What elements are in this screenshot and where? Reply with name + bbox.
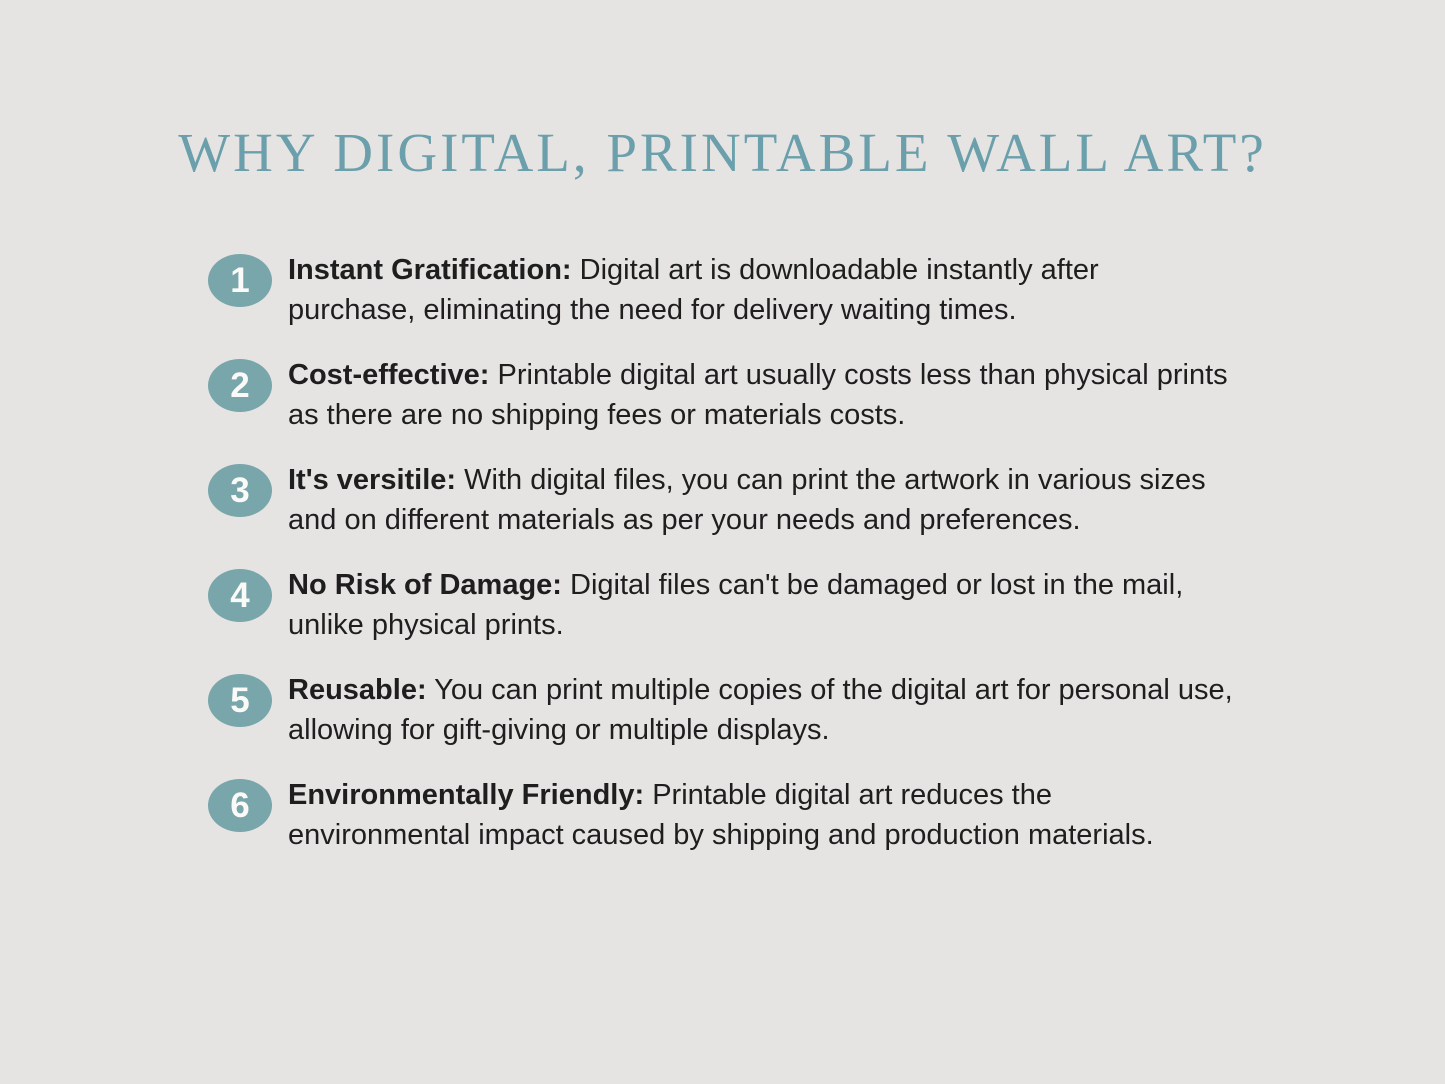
item-label: No Risk of Damage: — [288, 569, 562, 601]
item-label: It's versitile: — [288, 464, 457, 496]
item-text — [288, 250, 1233, 330]
item-text — [288, 460, 1233, 540]
badge-number: 4 — [230, 576, 250, 615]
item-description: Digital files can't be damaged or lost in the mail, unlike physical prints. — [288, 569, 1184, 641]
list-item — [208, 775, 1445, 855]
badge-number: 6 — [230, 786, 250, 825]
number-badge — [208, 569, 272, 622]
item-label: Cost-effective: — [288, 359, 490, 391]
item-description: You can print multiple copies of the digital art for personal use, allowing for gift-giving or multiple displays. — [288, 674, 1233, 746]
benefit-list — [0, 250, 1445, 855]
list-item — [208, 460, 1445, 540]
badge-number: 1 — [230, 261, 250, 300]
badge-number: 5 — [230, 681, 250, 720]
number-badge — [208, 359, 272, 412]
list-item — [208, 565, 1445, 645]
page-title: WHY DIGITAL, PRINTABLE WALL ART? — [178, 122, 1267, 183]
item-description: Digital art is downloadable instantly after purchase, eliminating the need for delivery waiting times. — [288, 254, 1099, 326]
item-label: Instant Gratification: — [288, 254, 572, 286]
item-text — [288, 565, 1233, 645]
list-item — [208, 250, 1445, 330]
list-item — [208, 670, 1445, 750]
number-badge — [208, 254, 272, 307]
number-badge — [208, 464, 272, 517]
badge-number: 3 — [230, 471, 250, 510]
number-badge — [208, 779, 272, 832]
item-label: Environmentally Friendly: — [288, 779, 645, 811]
list-item — [208, 355, 1445, 435]
item-label: Reusable: — [288, 674, 427, 706]
item-description: Printable digital art usually costs less than physical prints as there are no shipping fees or materials costs. — [288, 359, 1228, 431]
item-text — [288, 355, 1233, 435]
item-text — [288, 670, 1233, 750]
badge-number: 2 — [230, 366, 250, 405]
item-description: Printable digital art reduces the environmental impact caused by shipping and production materials. — [288, 779, 1154, 851]
item-text — [288, 775, 1233, 855]
item-description: With digital files, you can print the artwork in various sizes and on different materials as per your needs and preferences. — [288, 464, 1206, 536]
number-badge — [208, 674, 272, 727]
